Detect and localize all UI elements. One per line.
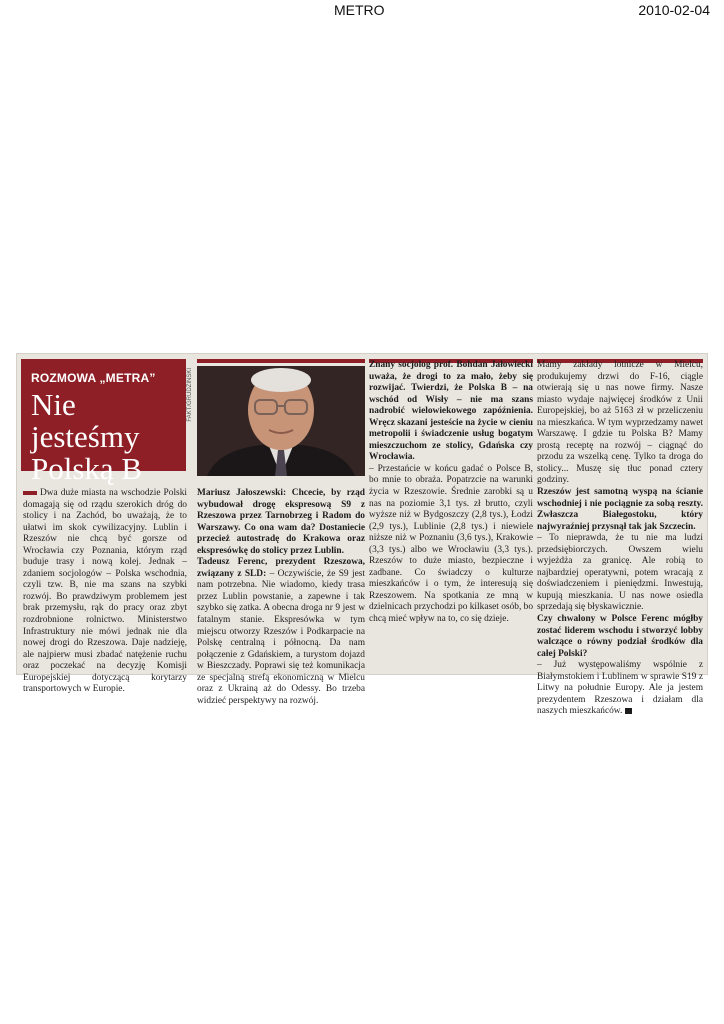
headline [31, 389, 186, 485]
answer-4: – Już występowaliśmy wspólnie z Białymstokiem i Lublinem w sprawie S19 z Litwy na południe Europy. Ale ja jestem prezydentem Rzeszowa i działam dla naszych mieszkańców. [537, 660, 703, 717]
question-1: Mariusz Jałoszewski: Chcecie, by rząd wybudował drogę ekspresową S9 z Rzeszowa przez Tarnobrzeg i Radom do Warszawy. Co ona wam da? Dostaniecie przecież autostradę do Krakowa oraz ekspresówkę do stolicy przez Lublin. [197, 488, 365, 556]
newspaper-clipping [16, 353, 708, 717]
photo-credit: FAKT/GRUDZIŃSKI [187, 368, 193, 422]
headline-line-1: Nie jesteśmy [31, 387, 140, 454]
lead-text: Dwa duże miasta na wschodzie Polski domagają się od rządu szerokich dróg do stolicy i na Zachód, bo uważają, że to ułatwi im skok cywilizacyjny. Lublin i Rzeszów nie chcą być gorsze od Wrocławia czy Poznania, którym rząd buduje trasy i nową kolej. Jednak – zdaniem socjologów – Polska wschodnia, czyli tzw. B, nie ma szans na szybki rozwój. Bo prawdziwym problemem jest brak przemysłu, rąk do pracy oraz zbyt rozdrobnione rolnictwo. Ministerstwo Infrastruktury nie mówi jednak nie dla nowej drogi do Rzeszowa. Daje nadzieję, ale najpierw musi zbadać natężenie ruchu oraz poczekać na decyzję Komisji Europejskiej dotyczącą korytarzy transportowych w Europie. [23, 488, 187, 695]
column-4 [537, 360, 703, 718]
headline-line-2: Polską B [31, 451, 143, 486]
portrait-illustration [197, 366, 365, 476]
question-2: Znany socjolog prof. Bohdan Jałowiecki uważa, że drogi to za mało, żeby się rozwijać. Twierdzi, że Polska B – na wschód od Wisły – nie ma szans nadrobić wielowiekowego zapóźnienia. Wręcz skazani jesteście na życie w cieniu metropolii i świadczenie usług bogatym mieszczuchom ze stolicy, Gdańska czy Wrocławia. [369, 360, 533, 463]
column-2 [197, 488, 365, 707]
lead-marker [23, 491, 37, 495]
answer-2: – Przestańcie w końcu gadać o Polsce B, bo mnie to obraża. Popatrzcie na warunki życia w Rzeszowie. Średnie zarobki są u nas na poziomie 3,1 tys. zł brutto, czyli wyższe niż w Bydgoszczy (2,8 tys.), Łodzi (2,9 tys.), Lublinie (2,8 tys.) i niewiele niższe niż w Poznaniu (3,6 tys.), Krakowie (3,3 tys.) albo we Wrocławiu (3,3 tys.). Rzeszów to duże miasto, bezpieczne i zadbane. Co świadczy o kulturze mieszkańców i o tym, że interesują się Rzeszowem. Na spotkania ze mną w dzielnicach przychodzi po kilkaset osób, bo chcą mieć wpływ na to, co się dzieje. [369, 463, 534, 625]
column-3 [369, 360, 533, 626]
answer-3: – To nieprawda, że tu nie ma ludzi przedsiębiorczych. Owszem wielu wyjeżdża za granicę. Ale robią to najbardziej operatywni, potem wracają z doświadczeniem i pieniędzmi. Inwestują, kupują mieszkania. U nas nowe osiedla sprzedają się błyskawicznie. [537, 533, 703, 613]
question-4: Czy chwalony w Polsce Ferenc mógłby zostać liderem wschodu i stworzyć lobby walczące o równy podział środków dla całej Polski? [537, 614, 703, 659]
date-label: 2010-02-04 [638, 2, 710, 18]
column-rule [197, 359, 365, 363]
headline-box [21, 359, 186, 486]
source-label: METRO [334, 2, 385, 18]
lead-column [23, 488, 187, 696]
answer-2-continued: Mamy zakłady lotnicze w Mielcu, produkujemy drzwi do F-16, ciągle otwierają się u nas nowe firmy. Nasze miasto wydaje najwięcej środków z Unii Europejskiej, bo aż 5163 zł w przeliczeniu na mieszkańca. W tym wyprzedzamy nawet Warszawę. I gdzie tu Polska B? Mamy prostą receptę na rozwój – ciągnąć do przodu za wszelką cenę. Tylko ta droga do stolicy... Muszę się tłuc ponad cztery godziny. [537, 360, 703, 486]
answer-1: – Oczywiście, że S9 jest nam potrzebna. Nie wiadomo, kiedy trasa przez Lublin powstanie, a zapewne i tak szybko się zatka. A obecna droga nr 9 jest w fatalnym stanie. Ekspresówka w tym miejscu otworzy Rzeszów i Podkarpacie na Polskę centralną i północną. Da nam połączenie z Gdańskiem, a turystom dojazd w Bieszczady. Poprawi się też komunikacja ze specjalną strefą ekonomiczną w Mielcu oraz z Ukrainą aż do Odessy. Bo trzeba widzieć perspektywy na rozwój. [197, 568, 365, 706]
answer-1-speaker: Tadeusz Ferenc, prezydent Rzeszowa, związany z SLD: [197, 557, 365, 579]
kicker: ROZMOWA „METRA” [31, 371, 156, 385]
portrait-photo [197, 366, 365, 476]
end-mark [625, 708, 632, 714]
question-3: Rzeszów jest samotną wyspą na ścianie wschodniej i nie pociągnie za sobą reszty. Zwłaszcza Białegostoku, który najwyraźniej przysnął tak jak Szczecin. [537, 487, 703, 532]
